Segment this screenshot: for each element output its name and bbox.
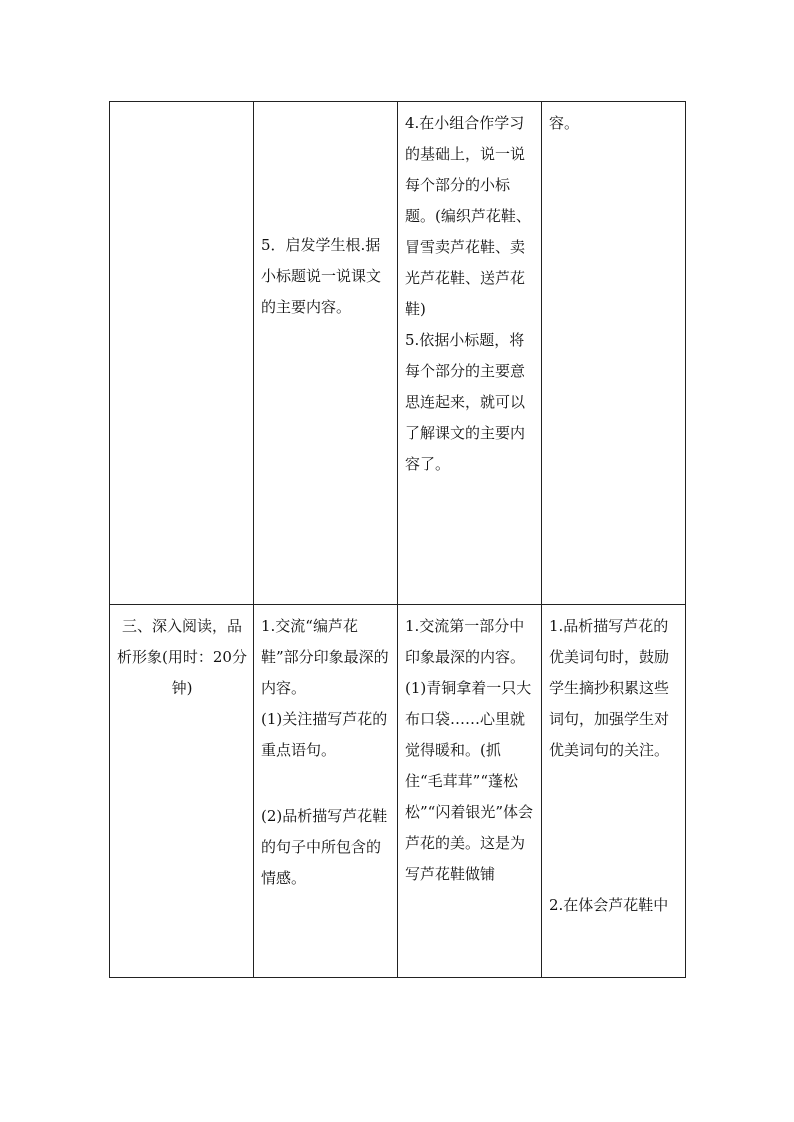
stage-cell [110, 102, 254, 605]
design-intent-cell [542, 605, 686, 978]
student-activity-item: 5.依据小标题，将每个部分的主要意思连起来，就可以了解课文的主要内容了。 [405, 331, 526, 473]
table-row [110, 605, 686, 978]
design-intent-text: 容。 [549, 114, 580, 132]
student-activity-cell [398, 605, 542, 978]
student-activity-item: 1.交流第一部分中印象最深的内容。 [405, 617, 526, 666]
design-intent-cell [542, 102, 686, 605]
teacher-activity-cell [254, 102, 398, 605]
student-activity-cell [398, 102, 542, 605]
student-activity-item: 4.在小组合作学习的基础上，说一说每个部分的小标题。(编织芦花鞋、冒雪卖芦花鞋、卖光芦花鞋、送芦花鞋) [405, 114, 531, 318]
teacher-activity-cell [254, 605, 398, 978]
teacher-activity-item: (1)关注描写芦花的重点语句。 [261, 710, 388, 759]
stage-title: 三、深入阅读，品析形象(用时：20分钟) [117, 617, 247, 697]
design-intent-item: 1.品析描写芦花的优美词句时，鼓励学生摘抄积累这些词句，加强学生对优美词句的关注。 [549, 617, 670, 759]
lesson-plan-table [109, 101, 686, 978]
teacher-activity-item: 1.交流“编芦花鞋”部分印象最深的内容。 [261, 617, 389, 697]
stage-cell [110, 605, 254, 978]
teacher-activity-item: (2)品析描写芦花鞋的句子中所包含的情感。 [261, 807, 388, 887]
teacher-activity-text: 5．启发学生根.据小标题说一说课文的主要内容。 [261, 236, 382, 316]
student-activity-item: (1)青铜拿着一只大布口袋……心里就觉得暖和。(抓住“毛茸茸”“蓬松松”“闪着银光”体会芦花的美。这是为写芦花鞋做铺 [405, 679, 534, 883]
table-row [110, 102, 686, 605]
design-intent-item: 2.在体会芦花鞋中 [549, 896, 669, 914]
